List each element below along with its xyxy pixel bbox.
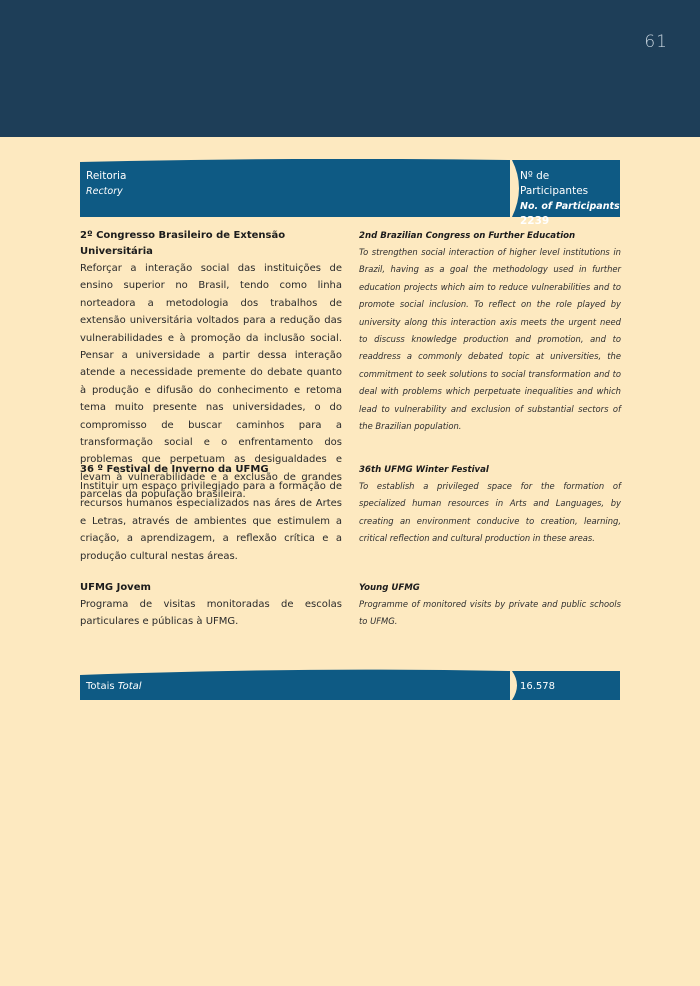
totals-label-pt: Totais (86, 681, 115, 692)
section-body-pt: Programa de visitas monitoradas de escolas particulares e públicas à UFMG. (80, 599, 342, 628)
section-title-en: Young UFMG (359, 583, 420, 593)
header-participants-sublabel: No. of Participants (520, 201, 620, 212)
header-rectory-sublabel: Rectory (86, 186, 123, 197)
en-column (359, 228, 621, 435)
section-body-en: Programme of monitored visits by private and public schools to UFMG. (359, 599, 621, 627)
page-number: 61 (644, 32, 668, 52)
header-participants-label: Nº de Participantes (520, 170, 589, 197)
pt-column (80, 580, 342, 631)
en-column (359, 462, 621, 548)
en-column (359, 580, 621, 631)
section-title-en: 2nd Brazilian Congress on Further Education (359, 231, 576, 241)
header-right (520, 169, 620, 229)
section-body-pt: Reforçar a interação social das instituições de ensino superior no Brasil, tendo como linha norteadora a metodologia dos trabalhos de extensão universitária voltados para a redução das vulnerabilidades e à promoção da inclusão social. Pensar a universidade a partir dessa interação atende a necessidade premente do debate quanto à produção e difusão do conhecimento e retoma tema muito presente nas universidades, o do compromisso de buscar caminhos para a transformação social e o enfrentamento dos problemas que perpetuam as desigualdades e levam à vulnerabilidade e a exclusão de grandes parcelas da população brasileira. (80, 263, 342, 501)
table-header (80, 159, 620, 227)
section-title-pt: 2º Congresso Brasileiro de Extensão Universitária (80, 230, 286, 257)
section-body-pt: Instituir um espaço privilegiado para a formação de recursos humanos especializados nas áres de Artes e Letras, através de ambientes que estimulem a criação, a aprendizagem, a reflexão crítica e a produção cultural nestas áreas. (80, 481, 342, 562)
totals-label-en: Total (117, 681, 142, 692)
section-title-pt: UFMG Jovem (80, 582, 151, 593)
participants-count: 2239 (520, 215, 550, 227)
totals-value: 16.578 (520, 681, 555, 692)
pt-column (80, 462, 342, 565)
header-left (86, 169, 126, 199)
section-body-en: To establish a privileged space for the formation of specialized human resources in Arts and Languages, by creating an environment conducive to creation, learning, critical reflection and cultural production in these areas. (359, 481, 621, 544)
section-body-en: To strengthen social interaction of higher level institutions in Brazil, having as a goal the methodology used in further education projects which aim to reduce vulnerabilities and to promote social inclusion. To reflect on the role played by university along this interaction axis meets the urgent need to discuss knowledge production and promotion, and to readdress a commonly debated topic at universities, the commitment to seek solutions to social transformation and to deal with problems which perpetuate inequalities and which lead to vulnerability and exclusion of substantial sectors of the Brazilian population. (359, 247, 621, 432)
section-title-en: 36th UFMG Winter Festival (359, 465, 489, 475)
totals-label (86, 681, 142, 692)
header-rectory-label: Reitoria (86, 170, 127, 182)
totals-bar (80, 669, 620, 700)
top-banner (0, 0, 700, 137)
section-title-pt: 36 º Festival de Inverno da UFMG (80, 464, 269, 475)
